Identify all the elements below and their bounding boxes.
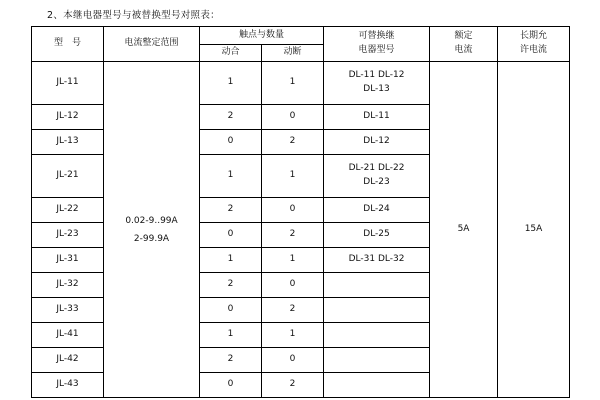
header-rated-current [430, 27, 498, 62]
cell-model: JL-42 [32, 348, 104, 373]
cell-replaceable [324, 273, 430, 298]
header-model: 型 号 [32, 27, 104, 62]
cell-model: JL-23 [32, 223, 104, 248]
header-contacts-nc: 动断 [262, 45, 324, 62]
cell-replaceable [324, 62, 430, 105]
cell-contacts-no: 1 [200, 62, 262, 105]
cell-model: JL-33 [32, 298, 104, 323]
cell-model: JL-13 [32, 130, 104, 155]
range-line1: 0.02-9..99A [125, 215, 178, 226]
cell-replaceable [324, 373, 430, 398]
cell-allowable-current: 15A [498, 62, 570, 398]
cell-model: JL-12 [32, 105, 104, 130]
cell-replaceable: DL-31 DL-32 [324, 248, 430, 273]
cell-contacts-nc: 2 [262, 298, 324, 323]
cell-model: JL-31 [32, 248, 104, 273]
range-line2: 2-99.9A [133, 233, 170, 244]
header-replaceable-line2: 电器型号 [358, 45, 395, 55]
cell-rated-current: 5A [430, 62, 498, 398]
cell-model: JL-22 [32, 198, 104, 223]
cell-contacts-no: 0 [200, 373, 262, 398]
cell-model: JL-43 [32, 373, 104, 398]
cell-contacts-no: 0 [200, 223, 262, 248]
header-contacts-group: 触点与数量 [200, 27, 324, 45]
cell-contacts-no: 1 [200, 248, 262, 273]
cell-contacts-nc: 0 [262, 198, 324, 223]
table-row [32, 62, 570, 105]
cell-model: JL-41 [32, 323, 104, 348]
cell-model: JL-11 [32, 62, 104, 105]
cell-contacts-nc: 0 [262, 348, 324, 373]
cell-model: JL-32 [32, 273, 104, 298]
cell-contacts-no: 2 [200, 273, 262, 298]
table-caption: 2、本继电器型号与被替换型号对照表： [47, 10, 220, 21]
replaceable-line1: DL-11 DL-12 [348, 70, 405, 81]
replaceable-line2: DL-23 [363, 177, 390, 187]
header-current-range: 电流整定范围 [104, 27, 200, 62]
cell-current-range [104, 62, 200, 398]
table-header [32, 27, 570, 62]
cell-replaceable: DL-24 [324, 198, 430, 223]
cell-contacts-no: 1 [200, 323, 262, 348]
cell-replaceable [324, 323, 430, 348]
cell-model: JL-21 [32, 155, 104, 198]
header-rated-line1: 额定 [454, 31, 473, 42]
cell-contacts-nc: 1 [262, 155, 324, 198]
cell-contacts-nc: 2 [262, 373, 324, 398]
cell-replaceable: DL-12 [324, 130, 430, 155]
header-replaceable-model [324, 27, 430, 62]
cell-contacts-no: 2 [200, 348, 262, 373]
header-replaceable-line1: 可替换继 [358, 31, 395, 42]
cell-replaceable [324, 348, 430, 373]
header-contacts-no: 动合 [200, 45, 262, 62]
header-rated-line2: 电流 [454, 45, 473, 55]
header-row-top [32, 27, 570, 45]
cell-contacts-no: 2 [200, 198, 262, 223]
cell-contacts-no: 2 [200, 105, 262, 130]
cell-replaceable: DL-11 [324, 105, 430, 130]
cell-contacts-nc: 2 [262, 223, 324, 248]
cell-contacts-nc: 1 [262, 62, 324, 105]
header-allow-line1: 长期允 [520, 31, 548, 42]
cell-contacts-no: 1 [200, 155, 262, 198]
cell-replaceable [324, 298, 430, 323]
header-allowable-current [498, 27, 570, 62]
cell-contacts-nc: 1 [262, 323, 324, 348]
cell-contacts-no: 0 [200, 298, 262, 323]
cell-contacts-nc: 1 [262, 248, 324, 273]
cell-replaceable: DL-25 [324, 223, 430, 248]
header-allow-line2: 许电流 [520, 45, 548, 55]
relay-comparison-table [31, 26, 570, 398]
replaceable-line1: DL-21 DL-22 [348, 163, 405, 174]
replaceable-line2: DL-13 [363, 84, 390, 94]
table-body [32, 62, 570, 398]
cell-contacts-no: 0 [200, 130, 262, 155]
cell-contacts-nc: 0 [262, 273, 324, 298]
cell-replaceable [324, 155, 430, 198]
cell-contacts-nc: 0 [262, 105, 324, 130]
cell-contacts-nc: 2 [262, 130, 324, 155]
